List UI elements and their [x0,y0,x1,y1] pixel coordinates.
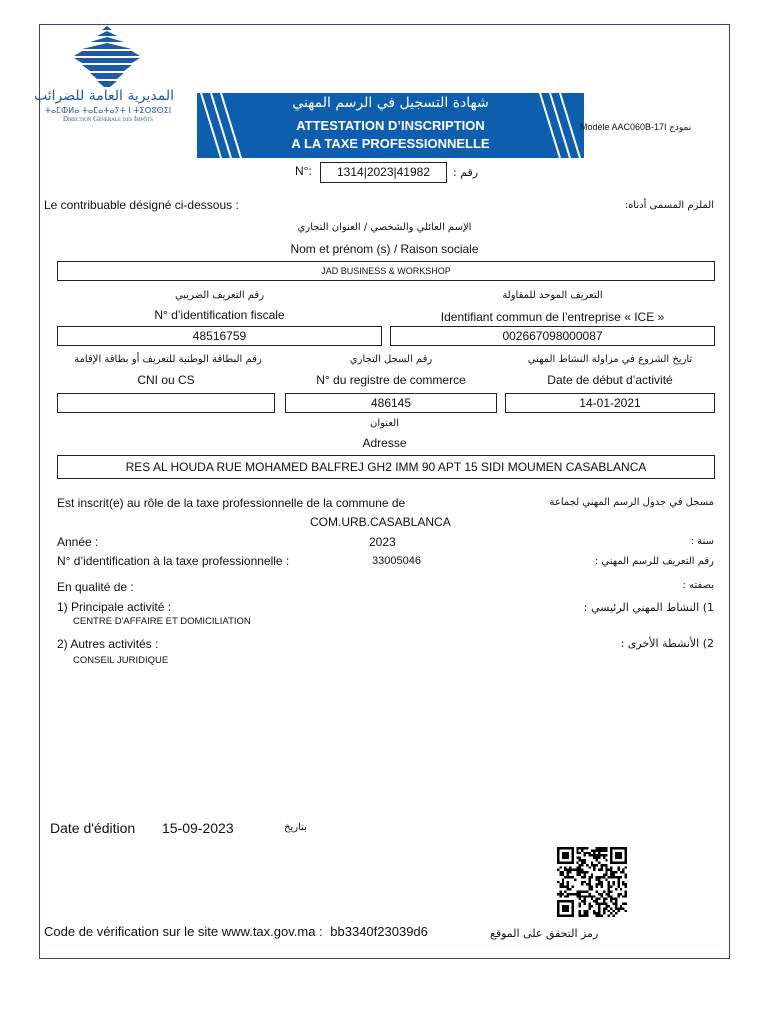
name-label: Nom et prénom (s) / Raison sociale [290,242,479,256]
other-activity-label: 2) Autres activités : [57,637,159,651]
fiscal-label-arabic: رقم التعريف الضريبي [174,290,265,301]
main-activity-label-arabic: 1) النشاط المهني الرئيسي : [583,601,714,614]
rc-label: N° du registre de commerce [316,373,466,387]
rc-label-arabic: رقم السجل التجاري [349,354,433,365]
edition-date-label-arabic: بتاريخ [284,822,307,833]
dgi-logo [34,26,200,126]
tp-label: N° d’identification à la taxe professionnelle : [57,554,290,568]
name-label-arabic: الإسم العائلي والشخصي / العنوان التجاري [297,222,472,233]
fiscal-label: N° d’identification fiscale [154,308,285,322]
verification-code: bb3340f23039d6 [330,924,428,939]
registration-text: Est inscrit(e) au rôle de la taxe professionnelle de la commune de [57,496,406,510]
cni-label: CNI ou CS [137,373,195,387]
other-activity-label-arabic: 2) الأنشطة الأخرى : [620,637,714,650]
tp-value: 33005046 [372,555,421,567]
year-label-arabic: سنة : [690,536,714,547]
cni-value [57,393,275,413]
verification-label-arabic: رمز التحقق على الموقع [490,927,599,940]
registration-text-arabic: مسجل في جدول الرسم المهني لجماعة [549,497,714,508]
other-activity-value: CONSEIL JURIDIQUE [73,655,169,666]
fiscal-value: 48516759 [57,326,382,346]
ice-label-arabic: التعريف الموحد للمقاولة [502,290,603,301]
rc-value: 486145 [285,393,497,413]
ice-value: 002667098000087 [390,326,715,346]
verification-label [44,924,428,939]
main-activity-value: CENTRE D'AFFAIRE ET DOMICILIATION [73,616,251,627]
title-french-line1: ATTESTATION D’INSCRIPTION [296,118,485,133]
address-label-arabic: العنوان [370,418,399,429]
qr-code-icon [556,847,628,917]
start-label-arabic: تاريخ الشروع في مزاولة النشاط المهني [527,354,693,365]
model-label-arabic: نموذج [669,123,692,133]
edition-date-value: 15-09-2023 [162,820,234,836]
intro-text: Le contribuable désigné ci-dessous : [44,198,239,212]
intro-text-arabic: الملزم المسمى أدناه: [624,200,714,211]
start-value: 14-01-2021 [505,393,715,413]
title-french-line2: A LA TAXE PROFESSIONNELLE [291,136,490,151]
model-label: Modèle AAC060B-17I [580,122,667,132]
tp-label-arabic: رقم التعريف للرسم المهني : [594,556,714,567]
year-value: 2023 [369,535,396,549]
address-label: Adresse [362,436,407,450]
name-value: JAD BUSINESS & WORKSHOP [57,261,715,281]
logo-tifinagh-text: ⵜⴰⵎⵀⵍⴰ ⵜⴰⵎⴰⵜⴰⵢⵜ ⵏ ⵜⵉⵔⵓⵙⵉⵏ [44,106,172,115]
year-label: Année : [57,535,99,549]
address-value: RES AL HOUDA RUE MOHAMED BALFREJ GH2 IMM 90 APT 15 SIDI MOUMEN CASABLANCA [57,455,715,479]
verification-label-text: Code de vérification sur le site www.tax.gov.ma : [44,924,323,939]
title-banner [197,93,584,158]
edition-date-label: Date d'édition [50,820,136,836]
attestation-number: 1314|2023|41982 [320,162,447,183]
logo-arabic-text: المديرية العامة للضرائب [34,88,174,104]
number-label-arabic: رقم : [453,166,479,179]
quality-label-arabic: بصفته : [682,580,714,591]
number-label: N°: [295,164,312,178]
main-activity-label: 1) Principale activité : [57,600,172,614]
logo-french-text: Direction Générale des Impôts [63,115,153,123]
dgi-diamond-logo-icon [72,26,142,90]
model-reference [580,122,691,133]
start-label: Date de début d’activité [547,373,673,387]
ice-label: Identifiant commun de l’entreprise « ICE » [440,310,665,324]
cni-label-arabic: رقم البطاقة الوطنية للتعريف أو بطاقة الإقامة [74,354,262,365]
commune-value: COM.URB.CASABLANCA [310,515,451,529]
quality-label: En qualité de : [57,580,134,594]
title-arabic: شهادة التسجيل في الرسم المهني [292,95,489,111]
